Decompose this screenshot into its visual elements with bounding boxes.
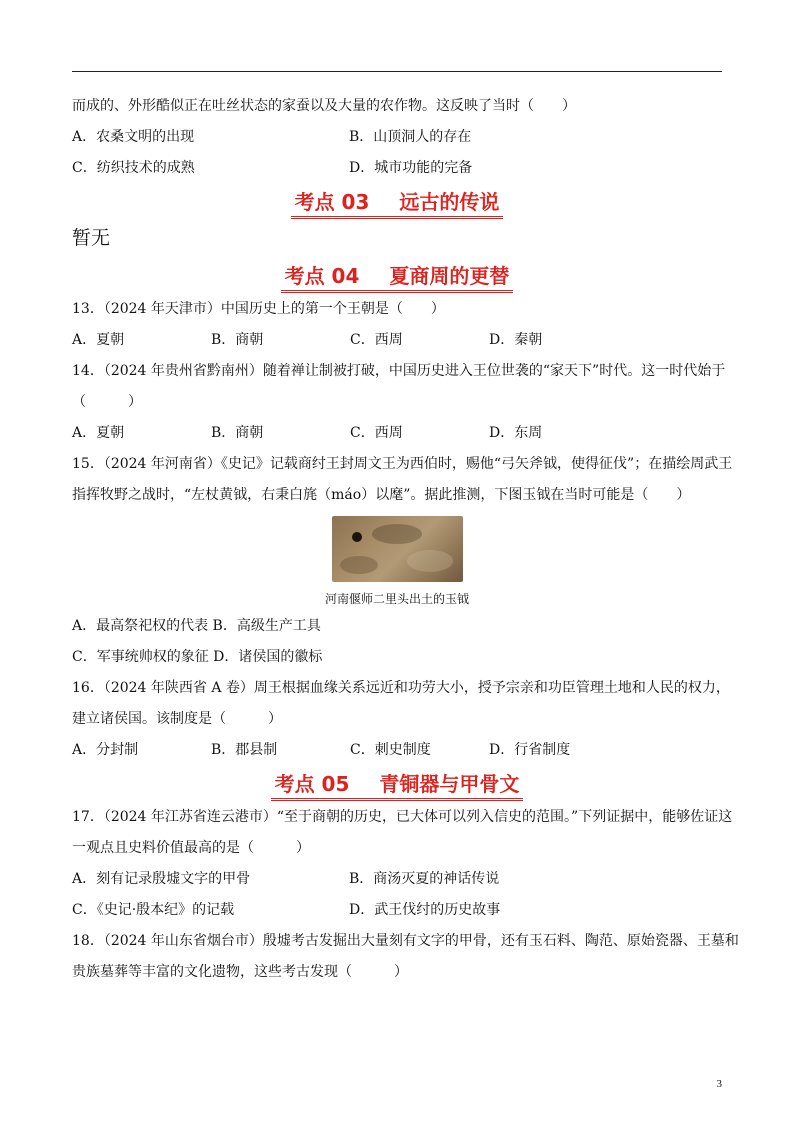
question-17: 17．（2024 年江苏省连云港市）“至于商朝的历史，已大体可以列入信史的范围。”下列证据中，能够佐证这	[72, 809, 733, 825]
question-14: 14．（2024 年贵州省黔南州）随着禅让制被打破，中国历史进入王位世袭的“家天下”时代。这一时代始于	[72, 363, 726, 379]
option-c: C．《史记·殷本纪》的记载	[72, 902, 235, 918]
question-16: 16．（2024 年陕西省 A 卷）周王根据血缘关系远近和功劳大小，授予宗亲和功臣管理土地和人民的权力，	[72, 680, 730, 696]
question-13: 13．（2024 年天津市）中国历史上的第一个王朝是（ ）	[72, 301, 445, 317]
option-a: A．农桑文明的出现	[72, 129, 195, 145]
none-placeholder: 暂无	[72, 227, 111, 249]
question-18-line2: 贵族墓葬等丰富的文化遗物，这些考古发现（ ）	[72, 964, 408, 980]
option-b: B．郡县制	[211, 742, 278, 758]
option-c: C．西周	[350, 332, 403, 348]
option-b: B．山顶洞人的存在	[349, 129, 472, 145]
option-b: B．商汤灭夏的神话传说	[349, 871, 500, 887]
option-d: D．东周	[489, 425, 543, 441]
figure-caption: 河南偃师二里头出土的玉钺	[324, 592, 469, 606]
question-15: 15．（2024 年河南省）《史记》记载商纣王封周文王为西伯时，赐他“弓矢斧钺，使得征伐”；在描绘周武王	[72, 456, 733, 472]
options-row	[72, 740, 722, 760]
options-row	[72, 869, 722, 889]
options-row	[72, 158, 722, 178]
option-c: C．纺织技术的成熟	[72, 160, 195, 176]
option-d: D．行省制度	[489, 742, 571, 758]
section-heading-05: 考点 05 青铜器与甲骨文	[72, 771, 722, 797]
option-d: D．武王伐纣的历史故事	[349, 902, 501, 918]
question-18: 18．（2024 年山东省烟台市）殷墟考古发掘出大量刻有文字的甲骨，还有玉石料、陶范、原始瓷器、王墓和	[72, 933, 739, 949]
option-d: D．城市功能的完备	[349, 160, 473, 176]
option-a: A．夏朝	[72, 425, 125, 441]
question-14-line2: （ ）	[72, 394, 142, 410]
option-a: A．分封制	[72, 742, 139, 758]
option-a: A．刻有记录殷墟文字的甲骨	[72, 871, 251, 887]
header-rule	[72, 71, 722, 72]
page-number: 3	[716, 1078, 722, 1090]
section-heading-04: 考点 04 夏商周的更替	[72, 263, 722, 289]
jade-axe-image	[332, 516, 463, 582]
page-content	[72, 96, 739, 993]
options-row	[72, 330, 722, 350]
options-row	[72, 127, 722, 147]
options-row	[72, 423, 722, 443]
options-row	[72, 900, 722, 920]
question-17-line2: 一观点且史料价值最高的是（ ）	[72, 840, 310, 856]
question-15-line2: 指挥牧野之战时，“左杖黄钺，右秉白旄（máo）以麾”。据此推测，下图玉钺在当时可能是（ ）	[72, 487, 691, 503]
option-c: C．刺史制度	[350, 742, 431, 758]
option-b: B．商朝	[211, 425, 264, 441]
option-c: C．西周	[350, 425, 403, 441]
option-row-cd: C．军事统帅权的象征 D．诸侯国的徽标	[72, 649, 323, 665]
jade-axe-figure	[72, 516, 722, 608]
option-row-ab: A．最高祭祀权的代表 B．高级生产工具	[72, 618, 321, 634]
question-continuation: 而成的、外形酷似正在吐丝状态的家蚕以及大量的农作物。这反映了当时（ ）	[72, 98, 576, 114]
option-b: B．商朝	[211, 332, 264, 348]
section-heading-03: 考点 03 远古的传说	[72, 189, 722, 215]
option-d: D．秦朝	[489, 332, 543, 348]
question-16-line2: 建立诸侯国。该制度是（ ）	[72, 711, 282, 727]
option-a: A．夏朝	[72, 332, 125, 348]
